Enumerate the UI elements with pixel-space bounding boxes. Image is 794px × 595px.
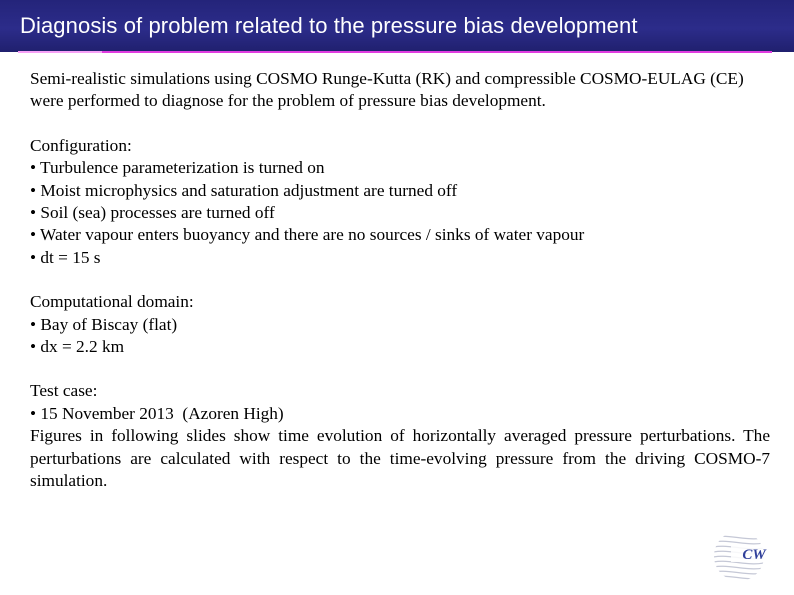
test-case-section (30, 380, 770, 425)
configuration-item: • Moist microphysics and saturation adjustment are turned off (30, 180, 458, 200)
domain-item: • dx = 2.2 km (30, 337, 125, 357)
header-divider-accent (18, 51, 102, 53)
domain-section (30, 291, 770, 358)
configuration-section (30, 135, 770, 269)
closing-paragraph: Figures in following slides show time evolution of horizontally averaged pressure perturbations. The perturbations are calculated with respect to the time-evolving pressure from the driving COSMO-7 simulation. (30, 426, 770, 491)
logo-graphic (699, 526, 783, 582)
intro-paragraph: Semi-realistic simulations using COSMO Runge-Kutta (RK) and compressible COSMO-EULAG (CE) were performed to diagnose for the problem of pressure bias development. (30, 69, 744, 111)
domain-heading: Computational domain: (30, 292, 194, 312)
test-case-item: • 15 November 2013 (Azoren High) (30, 403, 284, 423)
logo-text: CW (742, 547, 766, 563)
slide-header (0, 0, 794, 52)
institution-logo-icon (699, 526, 783, 582)
header-divider (18, 51, 772, 53)
slide-title: Diagnosis of problem related to the pressure bias development (20, 13, 638, 38)
test-case-heading: Test case: (30, 381, 98, 401)
configuration-heading: Configuration: (30, 135, 132, 155)
domain-item: • Bay of Biscay (flat) (30, 314, 178, 334)
configuration-item: • Turbulence parameterization is turned on (30, 158, 325, 178)
slide-body (30, 68, 770, 493)
configuration-item: • dt = 15 s (30, 247, 101, 267)
configuration-item: • Water vapour enters buoyancy and there are no sources / sinks of water vapour (30, 225, 585, 245)
configuration-item: • Soil (sea) processes are turned off (30, 203, 275, 223)
